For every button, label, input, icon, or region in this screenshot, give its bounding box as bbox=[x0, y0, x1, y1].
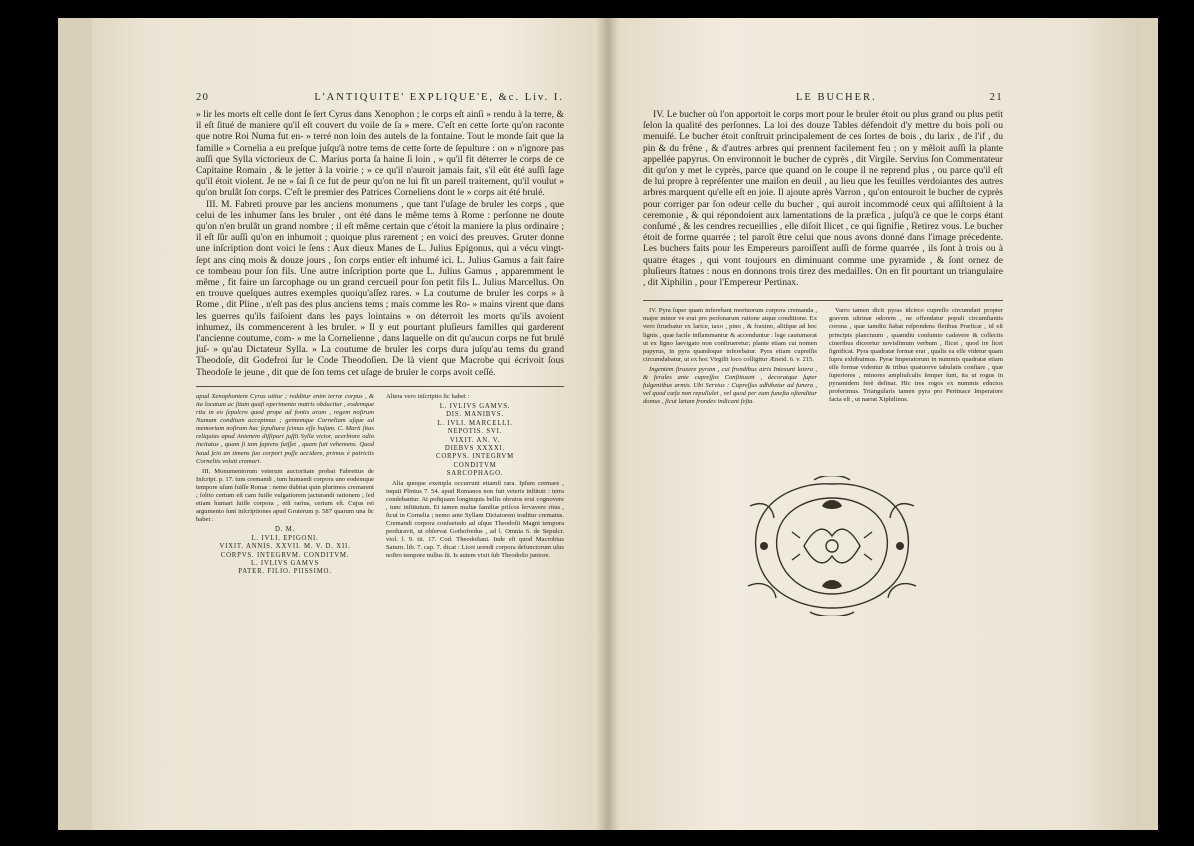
footnote-paragraph: Altera vero inſcriptio ſic habet : bbox=[386, 392, 470, 400]
right-running-head bbox=[643, 92, 1003, 103]
right-paragraph: IV. Le bucher où l'on apportoit le corps mort pour le bruler étoit ou plus grand ou plus petit ſelon la qualité des perſonnes. La loi des douze Tables défendoit d'y mettre du bois poli ou menuiſé. Le bucher étoit conſtruit principalement de ces ſortes de bois , du larix , de l'if , du pin & du frêne , & d'autres arbres qui prennent facilement feu ; on y mêloit auſſi la plante appellée papyrus. On environnoit le bucher de cyprès , dit Virgile. Servius ſon Commentateur dit qu'on y met le cyprès, parce que quand on le coupe il ne reprend plus , ou parce qu'il eſt de lui propre à repréſenter une maiſon en deuil , au lieu que les feuilles verdoiantes des autres arbres marquent qu'elle eſt en joie. Il ajoute après Varron , qu'on entouroit le bucher de cyprès pour corriger par ſon odeur celle du bucher , qui auroit incommodé ceux qui aſſiſtoient à la ceremonie , & qui répondoient aux lamentations de la præfica , juſqu'à ce que le corps étant conſumé , & les cendres recueillies , elle diſoit Ilicet , ce qui ſignifie , Retirez vous. Le bucher étoit de forme quarrée ; tel paroît être celui que nous avons donné dans l'image précedente. Les buchers faits pour les Empereurs paroiſſent auſſi de forme quarrée , ils ſont à trois ou à quatre étages , qui vont toujours en diminuant comme une pyramide , & ſont ornez de pluſieurs ſtatues : nous en donnons trois tirez des medailles. On en fit pourtant un triangulaire , dit Xiphilin , pour l'Empereur Pertinax. bbox=[643, 109, 1003, 289]
inscription-line: SARCOPHAGO. bbox=[446, 470, 504, 478]
footnote-paragraph: Varro tamen dicit pyras idcirco cupreſſo circumdari propter gravem uſtrinæ odorem , ne offendatur populi circumſtantis corona , quæ tamdiu ſtabat reſpondens fletibus Præficæ , id eſt principis planctuum , quamdiu conſumto cadavere & collectis cineribus diceretur novisſimum verbum , Ilicet , quod ire licet ſignificat. Pyra quadratæ formæ erat , qualis ea eſſe videtur quam ſupra exhibuimus. Pyræ Imperatorum in nummis quadratæ etiam eſſe formæ videntur & tribus quatuorve tabulatis conſtare , quæ ſuperiores , minores ampliuſculis ſemper ſunt, ita ut rogus in pyramidem ferè deſinat. Hic tres rogos ex nummis eductos proferimus. Triangularis tamen pyra pro Pertinace Imperatore facta eſt , ut narrat Xiphilinus. bbox=[829, 307, 1003, 404]
inscription-line: L. IVLIVS GAMVS bbox=[250, 560, 320, 567]
inscription-line: L. IVLIVS GAMVS. bbox=[439, 402, 511, 410]
inscription-line: L. IVLI. MARCELLI. bbox=[437, 419, 513, 427]
right-footnotes bbox=[643, 307, 1003, 408]
left-page bbox=[196, 92, 564, 578]
cartouche-vignette-icon bbox=[744, 476, 920, 616]
left-paragraph: III. M. Fabreti prouve par les anciens monumens , que tant l'uſage de bruler les corps , que celui de les inhumer ſans les bruler , ont été dans le même tems à Rome : perſonne ne doute qu'on n'en brulât un grand nombre ; il eſt même certain que c'étoit la maniere la plus ordinaire ; il eſt ſûr auſſi qu'on en inhumoit ; quoique plus rarement ; en voici des preuves. Gruter donne une inſcription dont voici le ſens : Aux dieux Manes de L. Julius Epigonus, qui a vécu vingt-ſept ans cinq mois & douze jours , ſon corps entier eſt inhumé ici. L. Julius Gamus a fait faire ce tombeau pour ſon fils. Une autre inſcription porte que L. Julius Gamus , apparemment le même , fit faire un ſarcophage ou un grand cercueil pour ſon petit fils L. Julius Marcellus. On en trouve quelques autres exemples quoiqu'aſſez rares. » La coutume de bruler les corps » à Rome , dit Pline , n'eſt pas des plus anciens tems ; mais comme les Ro- » mains virent que dans les guerres qu'ils faiſoient dans les pays lointains » on déterroit les morts qu'ils avoient inhumez, ils commencerent à les bruler. » Il y eut pourtant pluſieurs familles qui garderent l'ancienne coutume, com- » me la Cornelienne , dans laquelle on dit qu'aucun corps ne fut brulé juſ- » qu'au Dictateur Sylla. » La coutume de bruler les corps dura juſqu'au tems du grand Theodoſe, dit Godefroi ſur le Code Theodoſien. De là vient que Macrobe qui écrivoit ſous Theodoſe le jeune , dit que de ſon tems cet uſage de bruler le corps avoit ceſſé. bbox=[196, 198, 564, 378]
right-footnote-col-1 bbox=[643, 307, 817, 408]
right-page-edges bbox=[1140, 18, 1158, 830]
inscription-line: DIEBVS XXXXI. bbox=[444, 445, 506, 452]
inscription-line: NEPOTIS. SVI. bbox=[447, 428, 503, 436]
left-running-head bbox=[196, 92, 564, 103]
inscription-marcellus bbox=[386, 403, 564, 479]
left-page-number: 20 bbox=[196, 92, 210, 103]
inscription-line: CONDITVM bbox=[453, 461, 497, 469]
left-page-edges bbox=[58, 18, 92, 830]
inscription-line: CORPVS. INTEGRVM bbox=[436, 453, 514, 461]
right-main-text bbox=[643, 109, 1003, 288]
footnote-paragraph: Alia quoque exempla occurrunt etiamſi rara. Ipſum cremare , inquit Plinius 7. 54. apud Romanos non fuit veteris inſtituti : terra condebantur. At poſtquam longinquis bellis obrutos erui cognovere , tunc inſtitutum. Et tamen multæ familiæ priſcos ſervavere ritus , ſicut in Cornelia ; nemo ante Syllam Dictatorem traditur crematus. Cremandi corpora conſuetudo ad uſque Theodoſii Magni tempora perduravit, ut obſervat Gothofredus , ad l. Omnia 6. de Sepulcr. viol. l. 9. tit. 17. Cod. Theodoſiani. Inde eſt quod Macrobius Saturn. lib. 7. cap. 7. dicat : Licet urendi corpora defunctorum uſus noſtro tempore nullus ſit. Is autem vixit ſub Theodoſio juniore. bbox=[386, 479, 564, 560]
left-footnotes bbox=[196, 393, 564, 578]
footnote-paragraph: apud Xenophontem Cyrus utitur ; redditur enim terræ corpus , & ita locatum ac ſitum quaſi operimento matris obducitur , eodemque ritu in eo ſepulcro quod prope ad fontis aram , regem noſtrum Numam conditum accepimus ; gentemque Corneliam uſque ad memoriam noſtram hac ſepultura ſcimus eſſe huſam. C. Marii ſitas reliquias apud Anienem diſſipari juſſit Sylla victor, acerbiore odio incitatus , quam ſi tam ſapiens fuiſſet , quam fuit vehemens. Quod haud ſcio an timens ſuo corpori poſſe accidere, primus è patriciis Corneliis voluit cremari. bbox=[196, 392, 374, 465]
left-running-title: L'ANTIQUITE' EXPLIQUE'E, &c. Liv. I. bbox=[314, 92, 564, 103]
right-running-title: LE BUCHER. bbox=[796, 92, 877, 103]
footnote-paragraph: Ingentem ſtruxere pyram , cui frondibus atris Intexunt latera , & ferales ante cupreſſos Conſtituunt , decoratque ſuper fulgentibus armis. Ubi Servius : Cupreſſus adhibetur ad funera , vel quod cæſa non repullulet , vel quod per eam funeſta oſtenditur domus , ſicut lætam frondes indicant feſta. bbox=[643, 365, 817, 406]
footnote-paragraph: IV. Pyra ſuper quam inferebant mortuorum corpora cremanda , major minor ve erat pro perſonarum ratione atque conditione. Ex vero ſtruebatur ex larice, taxo , pino , & fraxino, aliiſque ad hoc lignis , quæ facile inflammantur & accenduntur : lege cautumerat ut ex ligno laevigato non conſtrueretur; plante etiam cui nomen papyrus, in pyra quandoque inferebatur. Pyra etiam cupreſſis circumdabatur, ut ex hoc Virgilii loco colligitur Æneid. 6. v. 215. bbox=[643, 307, 817, 363]
footnote-paragraph: III. Monumentorum veterum auctoritate probat Fabrettus de Inſcript. p. 17. tum cremandi , tum humandi corpora uno eodemque tempore uſum fuiſſe Romæ : nemo dubitat quin plurimos cremarent ; ſolito certum eſt cam fuiſſe vulgatiorem jacturandi rationem ; ſed etiam humari ſuiſſe corpora , etſi rarius, certum eſt. Cujus rei argumento ſunt inſcriptiones apud Gruterum p. 587 quarum una ſic habet : bbox=[196, 467, 374, 524]
footnote-rule bbox=[643, 300, 1003, 301]
inscription-line: DIS. MANIBVS. bbox=[446, 411, 504, 419]
inscription-epigonus bbox=[196, 526, 374, 576]
left-main-text bbox=[196, 109, 564, 378]
inscription-line: CORPVS. INTEGRVM. CONDITVM. bbox=[220, 551, 350, 559]
right-footnote-col-2 bbox=[829, 307, 1003, 408]
inscription-line: VIXIT. AN. V. bbox=[449, 436, 501, 444]
left-footnote-col-1 bbox=[196, 393, 374, 578]
inscription-line: L. IVLI. EPIGONI. bbox=[251, 534, 319, 542]
right-page-number: 21 bbox=[989, 92, 1003, 103]
left-footnote-col-2 bbox=[386, 393, 564, 578]
inscription-line: VIXIT. ANNIS. XXVII. M. V. D. XII. bbox=[219, 543, 351, 551]
inscription-line: PATER. FILIO. PIISSIMO. bbox=[238, 568, 332, 576]
footnote-rule bbox=[196, 386, 564, 387]
right-page bbox=[643, 92, 1003, 408]
left-paragraph: » lir les morts eſt celle dont ſe ſert Cyrus dans Xenophon ; le corps eſt ainſi » rendu à la terre, & il eſt ſitué de maniere qu'il eſt couvert du voile de ſa » mere. C'eſt en cette ſorte qu'on raconte que notre Roi Numa fut en- » terré non loin des autels de la fontaine. Tout le monde ſait que la famille » Cornelia a eu preſque juſqu'à notre tems de cette ſorte de ſepulture : on » n'ignore pas auſſi que Sylla victorieux de C. Marius porta ſa haine ſi loin , » qu'il fit déterrer le corps de ce Capitaine Romain , & le jetter à la voirie ; » ce qu'il n'auroit jamais fait, s'il eût été auſſi ſage qu'il étoit violent. Je ne » ſai ſi ce fut de peur qu'on ne lui fît un pareil traitement, qu'il voulut » qu'on brulât ſon corps. C'eſt le premier des Patrices Corneliens dont le » corps ait été brulé. bbox=[196, 109, 564, 199]
inscription-line: D. M. bbox=[274, 526, 296, 534]
